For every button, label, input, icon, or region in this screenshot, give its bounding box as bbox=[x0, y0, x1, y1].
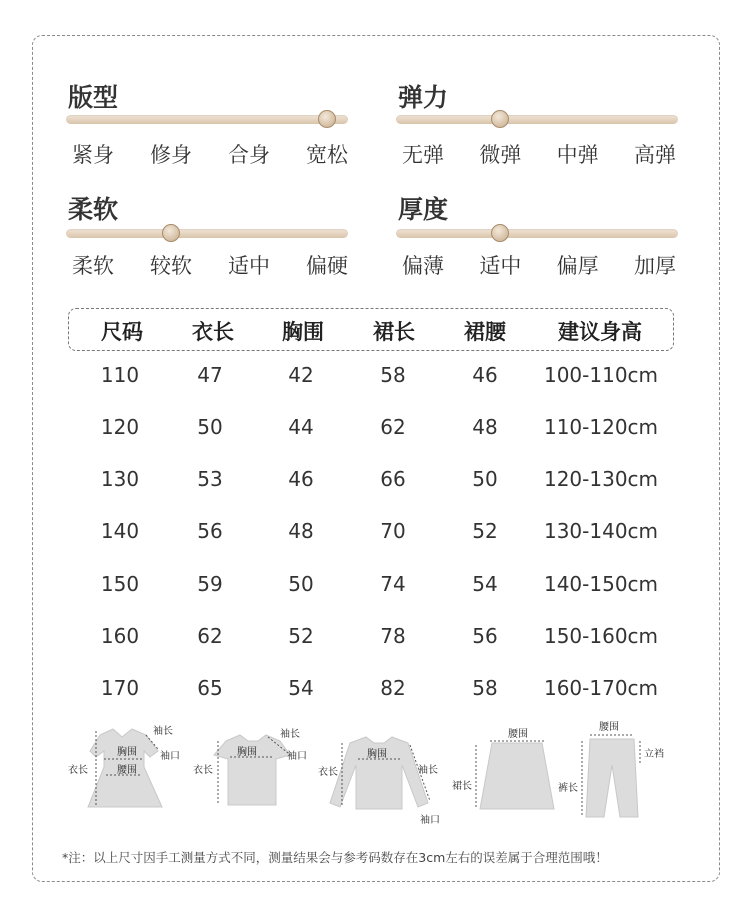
cell-size: 110 bbox=[100, 363, 140, 387]
cell-size: 130 bbox=[100, 467, 140, 491]
fit-tick: 宽松 bbox=[306, 143, 348, 167]
elasticity-tick: 微弹 bbox=[479, 143, 522, 167]
elasticity-tick: 中弹 bbox=[556, 143, 599, 167]
cell-skirt-length: 74 bbox=[380, 572, 406, 596]
sweater-sleeve-label: 袖长 bbox=[418, 765, 438, 776]
cell-height: 140-150cm bbox=[543, 572, 659, 596]
table-row bbox=[0, 363, 750, 393]
cell-skirt-waist: 48 bbox=[472, 415, 498, 439]
cell-skirt-length: 58 bbox=[380, 363, 406, 387]
cell-skirt-length: 66 bbox=[380, 467, 406, 491]
cell-skirt-length: 82 bbox=[380, 676, 406, 700]
cell-size: 140 bbox=[100, 519, 140, 543]
dress-diagram bbox=[68, 724, 180, 807]
measurement-diagrams bbox=[0, 715, 750, 835]
table-row bbox=[0, 624, 750, 654]
cell-skirt-length: 78 bbox=[380, 624, 406, 648]
cell-height: 120-130cm bbox=[543, 467, 659, 491]
header-chest: 胸围 bbox=[282, 320, 324, 344]
skirt-diagram bbox=[452, 728, 554, 809]
sweater-cuff-label: 袖口 bbox=[420, 815, 440, 826]
fit-slider-track bbox=[66, 115, 348, 124]
elasticity-tick: 高弹 bbox=[633, 143, 676, 167]
cell-skirt-length: 70 bbox=[380, 519, 406, 543]
header-skirt-length: 裙长 bbox=[373, 320, 415, 344]
cell-length: 50 bbox=[197, 415, 223, 439]
cell-length: 56 bbox=[197, 519, 223, 543]
softness-tick: 较软 bbox=[150, 254, 192, 278]
dress-waist-label: 腰围 bbox=[117, 765, 137, 776]
cell-chest: 44 bbox=[288, 415, 314, 439]
thickness-tick: 加厚 bbox=[633, 254, 676, 278]
cell-height: 130-140cm bbox=[543, 519, 659, 543]
thickness-tick: 适中 bbox=[479, 254, 522, 278]
sweater-length-label: 衣长 bbox=[318, 767, 338, 778]
fit-tick: 合身 bbox=[228, 143, 270, 167]
cell-size: 150 bbox=[100, 572, 140, 596]
softness-tick: 偏硬 bbox=[306, 254, 348, 278]
elasticity-tick: 无弹 bbox=[402, 143, 444, 167]
thickness-tick: 偏厚 bbox=[556, 254, 599, 278]
header-length: 衣长 bbox=[192, 320, 234, 344]
sweater-diagram bbox=[318, 737, 440, 826]
softness-tick: 柔软 bbox=[72, 254, 114, 278]
cell-height: 110-120cm bbox=[543, 415, 659, 439]
cell-size: 170 bbox=[100, 676, 140, 700]
cell-length: 47 bbox=[197, 363, 223, 387]
softness-title: 柔软 bbox=[68, 195, 119, 224]
sweater-chest-label: 胸围 bbox=[367, 749, 387, 760]
header-height: 建议身高 bbox=[558, 320, 642, 344]
fit-tick: 修身 bbox=[150, 143, 192, 167]
cell-height: 160-170cm bbox=[543, 676, 659, 700]
tshirt-diagram bbox=[193, 727, 307, 805]
table-row bbox=[0, 519, 750, 549]
header-size: 尺码 bbox=[101, 320, 143, 344]
thickness-ticks bbox=[402, 250, 676, 280]
pants-length-label: 裤长 bbox=[558, 783, 578, 794]
header-skirt-waist: 裙腰 bbox=[464, 320, 506, 344]
softness-tick: 适中 bbox=[228, 254, 270, 278]
cell-length: 62 bbox=[197, 624, 223, 648]
cell-length: 59 bbox=[197, 572, 223, 596]
skirt-length-label: 裙长 bbox=[452, 781, 472, 792]
fit-ticks bbox=[72, 139, 348, 169]
cell-skirt-waist: 56 bbox=[472, 624, 498, 648]
cell-chest: 42 bbox=[288, 363, 314, 387]
skirt-waist-label: 腰围 bbox=[508, 729, 528, 740]
cell-chest: 50 bbox=[288, 572, 314, 596]
cell-height: 150-160cm bbox=[543, 624, 659, 648]
dress-chest-label: 胸围 bbox=[117, 747, 137, 758]
cell-chest: 46 bbox=[288, 467, 314, 491]
fit-title: 版型 bbox=[68, 83, 119, 112]
table-row bbox=[0, 415, 750, 445]
table-row bbox=[0, 676, 750, 706]
pants-waist-label: 腰围 bbox=[599, 722, 619, 733]
dress-length-label: 衣长 bbox=[68, 765, 88, 776]
dress-sleeve-label: 袖长 bbox=[153, 726, 173, 737]
thickness-tick: 偏薄 bbox=[402, 254, 444, 278]
fit-tick: 紧身 bbox=[72, 143, 114, 167]
tshirt-sleeve-label: 袖长 bbox=[280, 729, 300, 740]
cell-length: 65 bbox=[197, 676, 223, 700]
cell-skirt-waist: 52 bbox=[472, 519, 498, 543]
cell-skirt-waist: 50 bbox=[472, 467, 498, 491]
elasticity-ticks bbox=[402, 139, 676, 169]
softness-ticks bbox=[72, 250, 348, 280]
dress-cuff-label: 袖口 bbox=[160, 751, 180, 762]
elasticity-slider-track bbox=[396, 115, 678, 124]
fit-slider-knob bbox=[318, 110, 336, 128]
cell-chest: 54 bbox=[288, 676, 314, 700]
thickness-slider-track bbox=[396, 229, 678, 238]
elasticity-title: 弹力 bbox=[398, 83, 449, 112]
cell-chest: 48 bbox=[288, 519, 314, 543]
cell-skirt-length: 62 bbox=[380, 415, 406, 439]
cell-length: 53 bbox=[197, 467, 223, 491]
cell-chest: 52 bbox=[288, 624, 314, 648]
measurement-note: *注：以上尺寸因手工测量方式不同，测量结果会与参考码数存在3cm左右的误差属于合理范围哦！ bbox=[62, 850, 608, 865]
tshirt-cuff-label: 袖口 bbox=[287, 751, 307, 762]
cell-height: 100-110cm bbox=[543, 363, 659, 387]
cell-skirt-waist: 54 bbox=[472, 572, 498, 596]
thickness-title: 厚度 bbox=[398, 195, 449, 224]
pants-diagram bbox=[558, 721, 664, 817]
pants-rise-label: 立裆 bbox=[644, 749, 664, 760]
softness-slider-knob bbox=[162, 224, 180, 242]
softness-slider-track bbox=[66, 229, 348, 238]
cell-size: 160 bbox=[100, 624, 140, 648]
table-row bbox=[0, 467, 750, 497]
cell-skirt-waist: 46 bbox=[472, 363, 498, 387]
table-row bbox=[0, 572, 750, 602]
cell-skirt-waist: 58 bbox=[472, 676, 498, 700]
tshirt-length-label: 衣长 bbox=[193, 765, 213, 776]
tshirt-chest-label: 胸围 bbox=[237, 747, 257, 758]
cell-size: 120 bbox=[100, 415, 140, 439]
